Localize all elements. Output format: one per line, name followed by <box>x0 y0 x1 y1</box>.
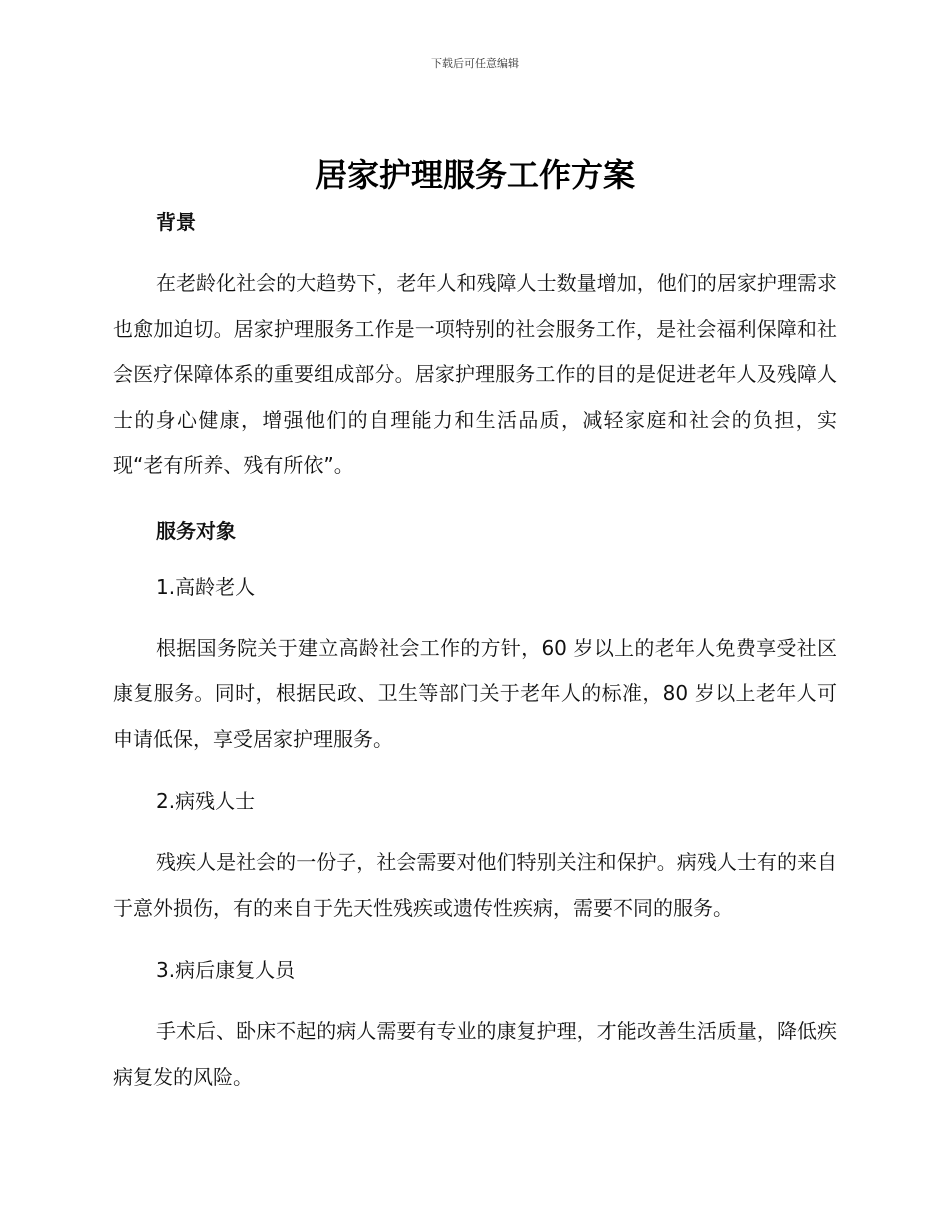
paragraph-background: 在老龄化社会的大趋势下，老年人和残障人士数量增加，他们的居家护理需求也愈加迫切。居家护理服务工作是一项特别的社会服务工作，是社会福利保障和社会医疗保障体系的重要组成部分。居家护理服务工作的目的是促进老年人及残障人士的身心健康，增强他们的自理能力和生活品质，减轻家庭和社会的负担，实现“老有所养、残有所依”。 <box>113 271 837 477</box>
header-note: 下载后可任意编辑 <box>431 57 519 70</box>
item-title-elderly: 1.高龄老人 <box>156 574 256 599</box>
paragraph-rehab: 手术后、卧床不起的病人需要有专业的康复护理，才能改善生活质量，降低疾病复发的风险。 <box>113 1019 837 1089</box>
item-title-rehab: 3.病后康复人员 <box>156 958 296 982</box>
page-title: 居家护理服务工作方案 <box>314 156 635 194</box>
document-body <box>113 205 837 1100</box>
section-heading-background: 背景 <box>156 210 196 234</box>
section-heading-targets: 服务对象 <box>156 518 236 543</box>
paragraph-elderly: 根据国务院关于建立高龄社会工作的方针，60 岁以上的老年人免费享受社区康复服务。同时，根据民政、卫生等部门关于老年人的标准，80 岁以上老年人可申请低保，享受居家护理服务。 <box>113 635 837 751</box>
paragraph-disabled: 残疾人是社会的一份子，社会需要对他们特别关注和保护。病残人士有的来自于意外损伤，有的来自于先天性残疾或遗传性疾病，需要不同的服务。 <box>113 850 837 920</box>
item-title-disabled: 2.病残人士 <box>156 789 256 813</box>
